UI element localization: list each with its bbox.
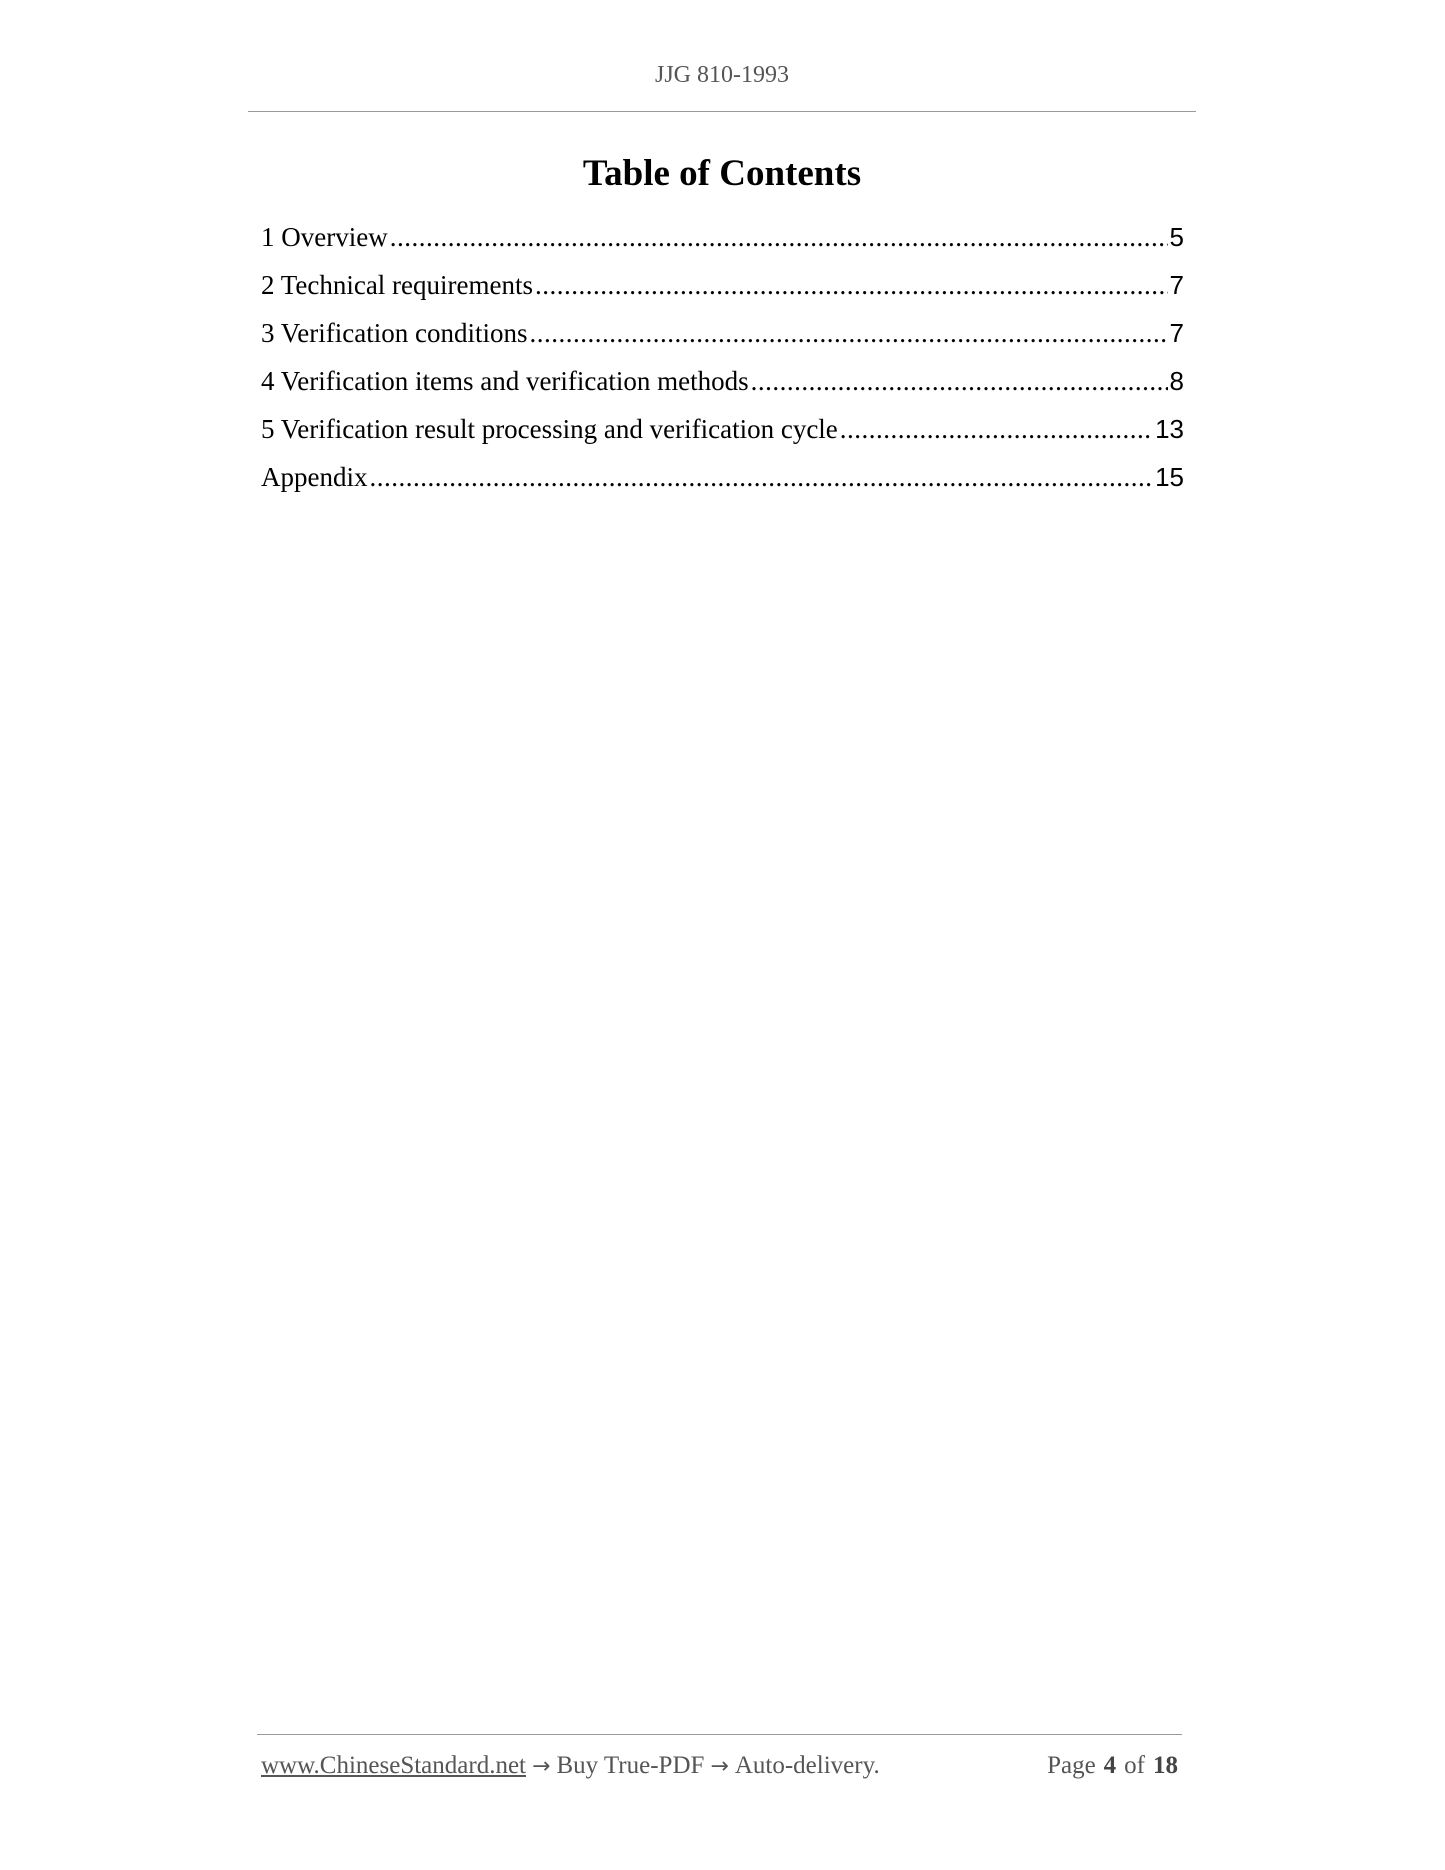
page-number bbox=[1047, 1752, 1178, 1780]
toc-dot-leader bbox=[369, 462, 1153, 493]
toc-entry[interactable] bbox=[261, 414, 1184, 462]
toc-entry[interactable] bbox=[261, 222, 1184, 270]
toc-entry-page: 15 bbox=[1155, 462, 1184, 492]
header-divider bbox=[248, 111, 1196, 112]
toc-entry-label: 4 Verification items and verification methods bbox=[261, 366, 749, 396]
toc-dot-leader bbox=[535, 270, 1168, 301]
toc-entry-label: 5 Verification result processing and verification cycle bbox=[261, 414, 838, 444]
buy-text: Buy True-PDF bbox=[556, 1752, 705, 1779]
toc-entry-label: 3 Verification conditions bbox=[261, 318, 528, 348]
toc-entry-label: 2 Technical requirements bbox=[261, 270, 534, 300]
toc-dot-leader bbox=[840, 414, 1153, 445]
page-word: Page bbox=[1047, 1752, 1096, 1779]
site-link[interactable]: www.ChineseStandard.net bbox=[261, 1752, 526, 1779]
toc-dot-leader bbox=[751, 366, 1168, 397]
page-header: JJG 810-1993 bbox=[654, 62, 789, 88]
toc-entry-page: 8 bbox=[1169, 366, 1184, 396]
toc-title: Table of Contents bbox=[582, 153, 862, 194]
toc-entry[interactable] bbox=[261, 366, 1184, 414]
toc-entry-page: 13 bbox=[1155, 414, 1184, 444]
total-pages: 18 bbox=[1153, 1752, 1178, 1779]
arrow-right-icon: → bbox=[532, 1754, 551, 1779]
toc-entry[interactable] bbox=[261, 270, 1184, 318]
toc-list bbox=[261, 222, 1184, 510]
footer-promo bbox=[261, 1752, 880, 1780]
toc-entry-page: 7 bbox=[1169, 318, 1184, 348]
toc-entry-label: Appendix bbox=[261, 462, 368, 492]
toc-entry-page: 7 bbox=[1169, 270, 1184, 300]
arrow-right-icon: → bbox=[710, 1754, 729, 1779]
toc-entry-page: 5 bbox=[1169, 222, 1184, 252]
toc-dot-leader bbox=[529, 318, 1167, 349]
of-word: of bbox=[1124, 1752, 1145, 1779]
delivery-text: Auto-delivery. bbox=[734, 1752, 880, 1779]
toc-entry[interactable] bbox=[261, 318, 1184, 366]
toc-dot-leader bbox=[390, 222, 1168, 253]
toc-entry-label: 1 Overview bbox=[261, 222, 388, 252]
current-page: 4 bbox=[1103, 1752, 1117, 1779]
toc-entry[interactable] bbox=[261, 462, 1184, 510]
footer-divider bbox=[257, 1734, 1182, 1735]
page-footer bbox=[261, 1752, 1178, 1780]
